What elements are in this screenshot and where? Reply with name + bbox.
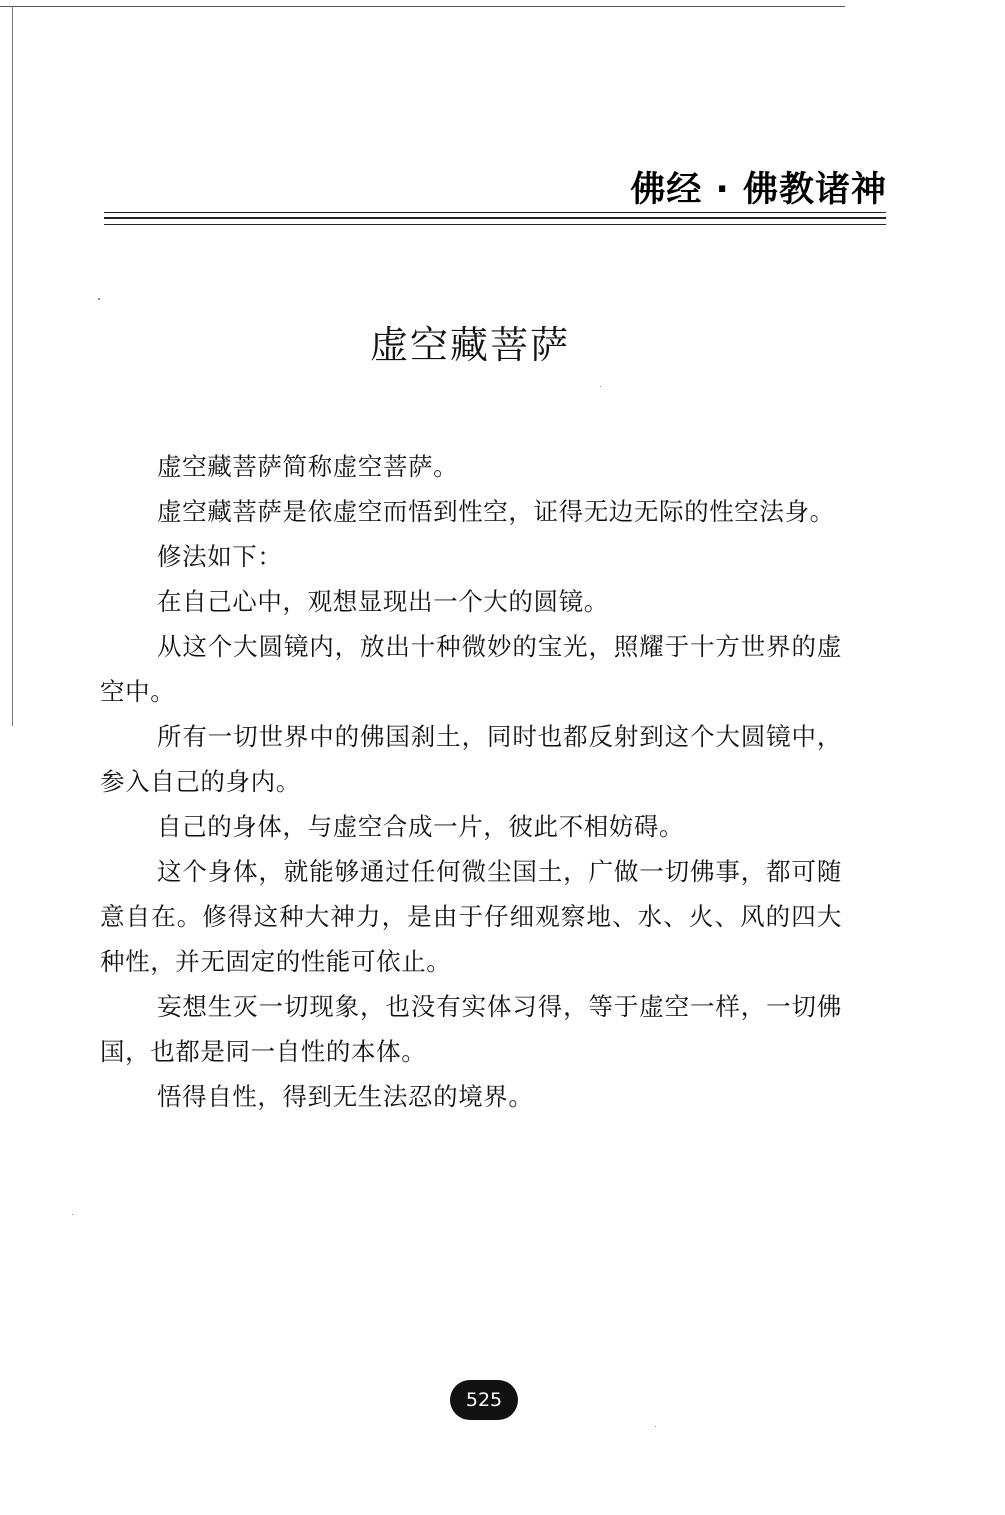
paragraph: 妄想生灭一切现象，也没有实体习得，等于虚空一样，一切佛国，也都是同一自性的本体。 [100,992,842,1066]
running-header-title: 佛经 · 佛教诸神 [630,170,887,210]
article-body [100,444,842,1119]
paragraph: 从这个大圆镜内，放出十种微妙的宝光，照耀于十方世界的虚空中。 [100,632,842,706]
header-rule [104,224,886,225]
paragraph: 虚空藏菩萨简称虚空菩萨。 [157,452,459,481]
scan-edge-top [0,6,845,7]
paragraph: 自己的身体，与虚空合成一片，彼此不相妨碍。 [157,812,685,841]
header-rule [104,217,886,219]
scan-speck [72,1214,73,1215]
paragraph: 悟得自性，得到无生法忍的境界。 [157,1082,534,1111]
article-title: 虚空藏菩萨 [369,323,570,367]
paragraph: 在自己心中，观想显现出一个大的圆镜。 [157,587,609,616]
header-rule [104,212,886,213]
paragraph: 所有一切世界中的佛国刹土，同时也都反射到这个大圆镜中，参入自己的身内。 [100,722,842,796]
scan-speck [600,386,601,387]
paragraph: 这个身体，就能够通过任何微尘国土，广做一切佛事，都可随意自在。修得这种大神力，是由于仔细观察地、水、火、风的四大种性，并无固定的性能可依止。 [100,857,842,976]
scan-speck [98,298,100,300]
scan-speck [655,1426,656,1427]
paragraph: 修法如下： [157,542,283,571]
paragraph: 虚空藏菩萨是依虚空而悟到性空，证得无边无际的性空法身。 [157,497,835,526]
page-number-badge: 525 [450,1380,518,1420]
